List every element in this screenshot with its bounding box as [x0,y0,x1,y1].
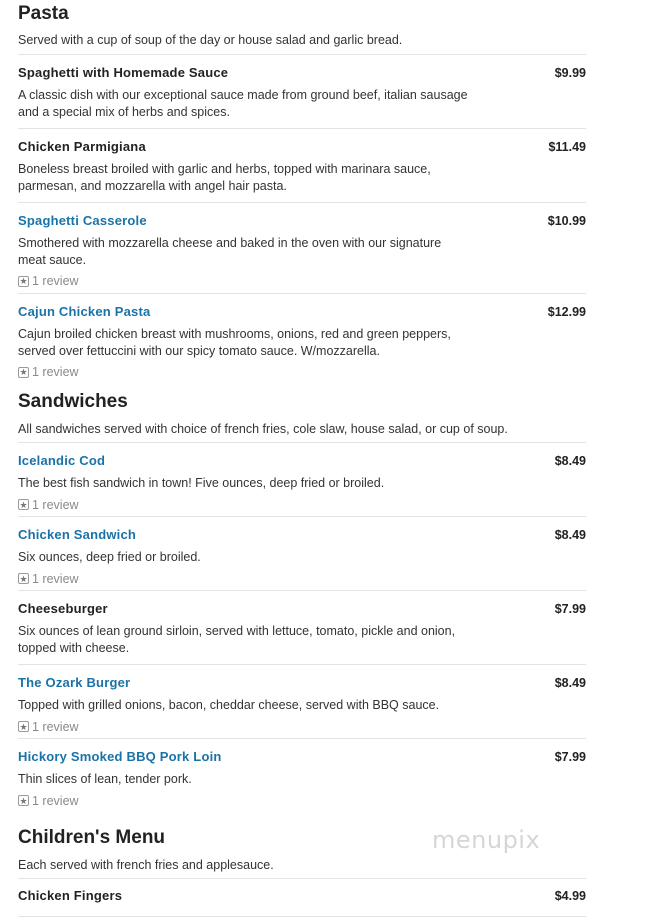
item-description: Cajun broiled chicken breast with mushrooms, onions, red and green peppers, served over fettuccini with our spicy tomato sauce. W/mozzarella. [18,327,451,358]
star-badge-icon: ★ [19,367,28,377]
item-name-link[interactable]: Cajun Chicken Pasta [18,304,151,319]
review-count: 1 review [32,497,79,512]
item-name: Cheeseburger [18,601,108,616]
review-count: 1 review [32,274,79,288]
review-link[interactable] [18,571,586,587]
section-description: Each served with french fries and applesauce. [18,858,274,872]
item-description: Six ounces of lean ground sirloin, served with lettuce, tomato, pickle and onion, topped with cheese. [18,624,456,655]
section-title: Sandwiches [18,391,128,412]
item-price: $4.99 [554,889,586,903]
menu-item [18,128,586,202]
item-name: Spaghetti with Homemade Sauce [18,65,229,80]
item-description: The best fish sandwich in town! Five ounces, deep fried or broiled. [18,476,385,490]
item-description: A classic dish with our exceptional sauce made from ground beef, italian sausage and a special mix of herbs and spices. [18,88,468,119]
section-description: All sandwiches served with choice of french fries, cole slaw, house salad, or cup of soup. [18,422,508,436]
menu-item [18,590,586,664]
review-link[interactable] [18,719,586,735]
item-name-link[interactable]: Hickory Smoked BBQ Pork Loin [18,749,222,764]
item-price: $8.49 [554,676,586,690]
item-name-link[interactable]: The Ozark Burger [18,675,131,690]
item-name: Chicken Parmigiana [18,139,146,154]
star-badge-icon: ★ [19,276,28,286]
review-count: 1 review [32,571,79,586]
item-description: Boneless breast broiled with garlic and herbs, topped with marinara sauce, parmesan, and mozzarella with angel hair pasta. [18,162,431,193]
item-price: $7.99 [554,602,586,616]
item-price: $12.99 [547,305,586,319]
item-description: Topped with grilled onions, bacon, cheddar cheese, served with BBQ sauce. [18,698,440,712]
section-description: Served with a cup of soup of the day or house salad and garlic bread. [18,33,403,47]
section-title: Children's Menu [18,827,166,848]
menu-item [18,442,586,516]
review-link[interactable] [18,497,586,513]
menu-item [18,516,586,590]
menu-item [18,202,586,293]
menu-item [18,878,586,917]
item-name: Chicken Fingers [18,888,123,903]
item-name-link[interactable]: Chicken Sandwich [18,527,137,542]
section-pasta [18,0,586,384]
menu-item [18,293,586,384]
item-price: $8.49 [554,454,586,468]
review-count: 1 review [32,793,79,808]
review-count: 1 review [32,719,79,734]
menu-item [18,738,586,812]
review-link[interactable] [18,273,586,289]
review-count: 1 review [32,365,79,379]
item-price: $7.99 [554,750,586,764]
item-description: Smothered with mozzarella cheese and baked in the oven with our signature meat sauce. [18,236,442,267]
star-badge-icon: ★ [19,795,28,806]
section-title: Pasta [18,3,69,24]
menu-page [18,0,586,917]
star-badge-icon: ★ [19,499,28,510]
menu-item [18,664,586,738]
watermark-logo: menupix [432,826,541,854]
menu-item [18,54,586,128]
item-price: $9.99 [554,66,586,80]
star-badge-icon: ★ [19,721,28,732]
item-name-link[interactable]: Spaghetti Casserole [18,213,147,228]
item-price: $8.49 [554,528,586,542]
star-badge-icon: ★ [19,573,28,584]
item-price: $11.49 [548,140,586,154]
review-link[interactable] [18,793,586,809]
item-description: Six ounces, deep fried or broiled. [18,550,201,564]
item-price: $10.99 [547,214,586,228]
item-name-link[interactable]: Icelandic Cod [18,453,106,468]
section-sandwiches [18,390,586,812]
item-description: Thin slices of lean, tender pork. [18,772,192,786]
review-link[interactable] [18,364,586,380]
